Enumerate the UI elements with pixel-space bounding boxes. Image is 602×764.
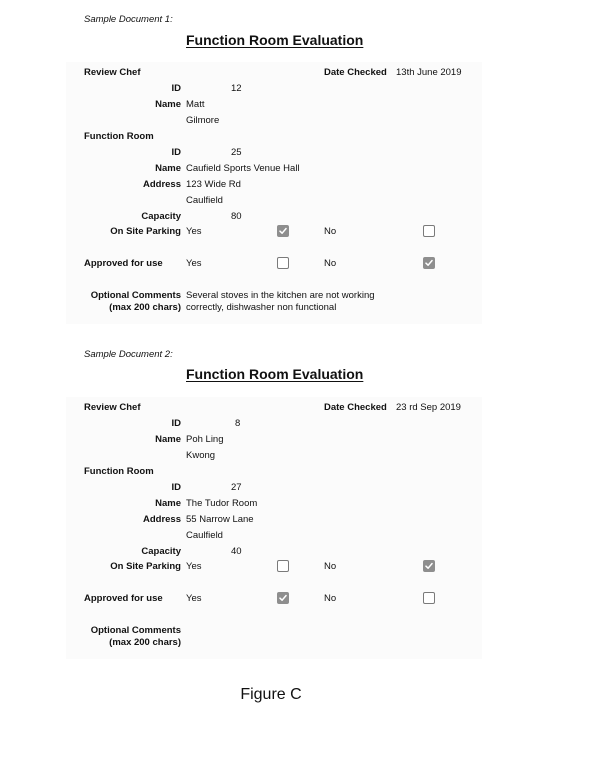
capacity-value: 80 — [231, 211, 242, 222]
approved-yes-checkbox[interactable] — [277, 257, 289, 269]
checkmark-icon — [279, 594, 287, 602]
room-name-value: Caufield Sports Venue Hall — [186, 163, 300, 174]
approved-yes-checkbox[interactable] — [277, 592, 289, 604]
parking-no-label: No — [324, 226, 337, 237]
address-line2: Caulfield — [186, 530, 223, 541]
parking-yes-label: Yes — [186, 561, 202, 572]
document-title: Function Room Evaluation — [186, 32, 364, 48]
chef-name-line1: Matt — [186, 99, 205, 110]
chef-name-line2: Kwong — [186, 450, 216, 461]
parking-label: On Site Parking — [110, 226, 181, 237]
address-label: Address — [142, 514, 181, 525]
function-room-heading: Function Room — [84, 131, 154, 142]
comments-label-line1: Optional Comments — [90, 625, 181, 636]
approved-no-label: No — [324, 593, 337, 604]
approved-no-checkbox[interactable] — [423, 257, 435, 269]
chef-name-line1: Poh Ling — [186, 434, 224, 445]
room-id-value: 27 — [231, 482, 242, 493]
figure-caption: Figure C — [240, 686, 302, 703]
review-chef-heading: Review Chef — [84, 402, 141, 413]
capacity-value: 40 — [231, 546, 242, 557]
chef-id-label: ID — [171, 83, 181, 94]
comments-label-line2: (max 200 chars) — [109, 637, 181, 648]
parking-yes-label: Yes — [186, 226, 202, 237]
chef-id-value: 8 — [235, 418, 241, 429]
document-title: Function Room Evaluation — [186, 366, 364, 382]
checkmark-icon — [425, 259, 433, 267]
date-checked-value: 13th June 2019 — [396, 67, 462, 78]
document-caption: Sample Document 1: — [84, 14, 173, 25]
document-caption: Sample Document 2: — [84, 349, 173, 360]
chef-name-label: Name — [155, 434, 181, 445]
room-name-value: The Tudor Room — [186, 498, 258, 509]
address-line1: 55 Narrow Lane — [186, 514, 254, 525]
room-name-label: Name — [155, 163, 181, 174]
date-checked-label: Date Checked — [324, 67, 387, 78]
approved-yes-label: Yes — [186, 593, 202, 604]
approved-label: Approved for use — [84, 593, 163, 604]
room-id-label: ID — [171, 482, 181, 493]
parking-yes-checkbox[interactable] — [277, 560, 289, 572]
parking-no-checkbox[interactable] — [423, 225, 435, 237]
capacity-label: Capacity — [141, 546, 181, 557]
chef-id-value: 12 — [231, 83, 242, 94]
comments-line1: Several stoves in the kitchen are not working — [186, 290, 375, 301]
comments-label-line1: Optional Comments — [90, 290, 181, 301]
date-checked-value: 23 rd Sep 2019 — [396, 402, 461, 413]
room-name-label: Name — [155, 498, 181, 509]
address-label: Address — [142, 179, 181, 190]
room-id-value: 25 — [231, 147, 242, 158]
checkmark-icon — [279, 227, 287, 235]
review-chef-heading: Review Chef — [84, 67, 141, 78]
function-room-heading: Function Room — [84, 466, 154, 477]
chef-name-label: Name — [155, 99, 181, 110]
parking-label: On Site Parking — [110, 561, 181, 572]
approved-label: Approved for use — [84, 258, 163, 269]
comments-label-line2: (max 200 chars) — [109, 302, 181, 313]
room-id-label: ID — [171, 147, 181, 158]
parking-no-label: No — [324, 561, 337, 572]
capacity-label: Capacity — [141, 211, 181, 222]
parking-yes-checkbox[interactable] — [277, 225, 289, 237]
parking-no-checkbox[interactable] — [423, 560, 435, 572]
approved-no-checkbox[interactable] — [423, 592, 435, 604]
comments-line2: correctly, dishwasher non functional — [186, 302, 337, 313]
chef-id-label: ID — [171, 418, 181, 429]
approved-yes-label: Yes — [186, 258, 202, 269]
chef-name-line2: Gilmore — [186, 115, 220, 126]
address-line1: 123 Wide Rd — [186, 179, 241, 190]
address-line2: Caulfield — [186, 195, 223, 206]
date-checked-label: Date Checked — [324, 402, 387, 413]
checkmark-icon — [425, 562, 433, 570]
approved-no-label: No — [324, 258, 337, 269]
